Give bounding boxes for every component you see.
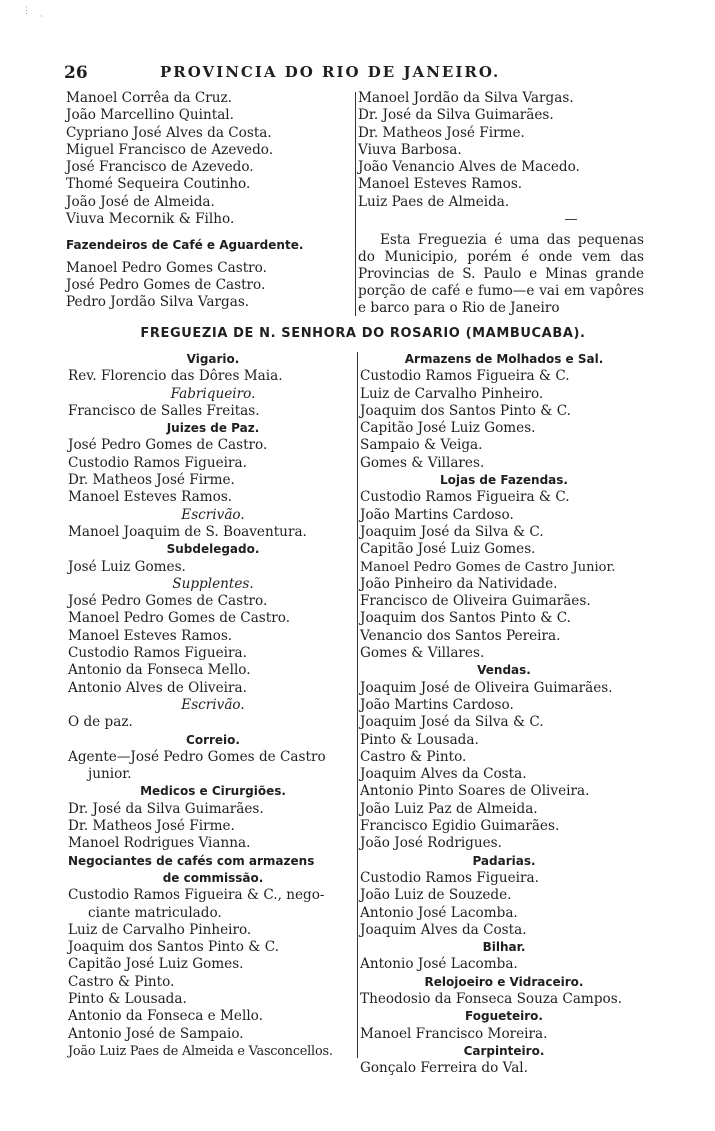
right-column xyxy=(360,351,648,1077)
list-item: Thomé Sequeira Coutinho. xyxy=(66,176,251,193)
heading-armazens: Armazens de Molhados e Sal. xyxy=(404,352,604,366)
heading-correio: Correio. xyxy=(186,732,240,747)
heading-fazendas: Lojas de Fazendas. xyxy=(440,473,568,488)
column-divider xyxy=(357,352,358,1058)
heading-carpinteiro: Carpinteiro. xyxy=(463,1043,545,1058)
list-item: João Venancio Alves de Macedo. xyxy=(358,159,580,176)
heading-negociantes: Negociantes de cafés com armazens xyxy=(68,853,315,868)
list-item: Miguel Francisco de Azevedo. xyxy=(66,141,274,158)
heading-fogueteiro: Fogueteiro. xyxy=(465,1009,543,1024)
list-item: Antonio Alves de Oliveira. xyxy=(68,679,247,696)
list-item: Joaquim Alves da Costa. xyxy=(360,921,527,938)
heading-bilhar: Bilhar. xyxy=(482,940,526,955)
list-item: Capitão José Luiz Gomes. xyxy=(360,420,536,437)
list-item: Antonio da Fonseca Mello. xyxy=(68,662,251,679)
list-item: Cypriano José Alves da Costa. xyxy=(66,124,272,141)
list-item: Dr. Matheos José Firme. xyxy=(68,472,235,489)
margin-speck-icon: ⋮ xyxy=(22,6,31,16)
list-item: Castro & Pinto. xyxy=(68,973,175,990)
upper-left-column xyxy=(66,90,356,312)
description-paragraph xyxy=(358,232,644,317)
section-heading: Fazendeiros de Café e Aguardente. xyxy=(66,238,304,253)
list-item: Antonio da Fonseca e Mello. xyxy=(68,1008,263,1025)
label-supplentes: Supplentes. xyxy=(172,575,254,592)
list-item: O de paz. xyxy=(68,714,133,731)
list-item: Antonio Pinto Soares de Oliveira. xyxy=(360,783,590,800)
list-item: Manoel Esteves Ramos. xyxy=(68,489,233,506)
list-item: Gomes & Villares. xyxy=(360,454,485,471)
separator-dash: — xyxy=(564,212,578,228)
list-item: José Luiz Gomes. xyxy=(68,558,186,575)
list-item: Francisco de Salles Freitas. xyxy=(68,402,260,419)
list-item: Antonio José de Sampaio. xyxy=(68,1025,244,1042)
list-item: Capitão José Luiz Gomes. xyxy=(360,541,536,558)
list-item: junior. xyxy=(88,766,132,783)
list-item: João Luiz Paes de Almeida e Vasconcellos. xyxy=(68,1043,333,1059)
margin-speck-icon: · xyxy=(40,12,43,22)
list-item: Gonçalo Ferreira do Val. xyxy=(360,1060,528,1077)
list-item: Luiz Paes de Almeida. xyxy=(358,193,510,210)
list-item: Joaquim Alves da Costa. xyxy=(360,766,527,783)
heading-vigario: Vigario. xyxy=(186,352,240,366)
list-item: Manoel Francisco Moreira. xyxy=(360,1025,548,1042)
list-item: Manoel Corrêa da Cruz. xyxy=(66,90,232,106)
list-item: Castro & Pinto. xyxy=(360,748,467,765)
list-item: Sampaio & Veiga. xyxy=(360,437,483,454)
list-item: João Marcellino Quintal. xyxy=(66,107,234,124)
list-item: José Francisco de Azevedo. xyxy=(66,159,254,176)
list-item: João Luiz de Souzede. xyxy=(360,887,512,904)
list-item: Manoel Pedro Gomes de Castro Junior. xyxy=(360,559,616,575)
list-item: Francisco de Oliveira Guimarães. xyxy=(360,593,591,610)
list-item: Joaquim José da Silva & C. xyxy=(360,523,544,540)
list-item: Custodio Ramos Figueira & C. xyxy=(360,368,570,385)
heading-vendas: Vendas. xyxy=(477,663,531,678)
list-item: Joaquim José de Oliveira Guimarães. xyxy=(360,679,613,696)
list-item: José Pedro Gomes de Castro. xyxy=(66,276,266,293)
list-item: João Luiz Paz de Almeida. xyxy=(360,800,538,817)
list-item: Joaquim dos Santos Pinto & C. xyxy=(360,402,571,419)
list-item: Joaquim dos Santos Pinto & C. xyxy=(360,610,571,627)
list-item: Manoel Esteves Ramos. xyxy=(358,176,523,193)
list-item: Dr. José da Silva Guimarães. xyxy=(358,107,554,124)
list-item: Francisco Egidio Guimarães. xyxy=(360,818,560,835)
list-item: Custodio Ramos Figueira. xyxy=(68,645,247,662)
running-title: PROVINCIA DO RIO DE JANEIRO. xyxy=(160,63,501,81)
page-number: 26 xyxy=(64,63,88,83)
list-item: Dr. José da Silva Guimarães. xyxy=(68,800,264,817)
paragraph-text: Esta Freguezia é uma das pequenas do Municipio, porém é onde vem das Provincias de S. Paulo e Minas grande porção de café e fumo—e vai em vapôres e barco para o Rio de Janeiro xyxy=(358,232,644,316)
list-item: Luiz de Carvalho Pinheiro. xyxy=(68,921,252,938)
list-item: Dr. Matheos José Firme. xyxy=(68,818,235,835)
upper-right-column xyxy=(358,90,644,317)
list-item: Luiz de Carvalho Pinheiro. xyxy=(360,385,544,402)
label-fabriqueiro: Fabriqueiro. xyxy=(170,385,256,402)
list-item: Gomes & Villares. xyxy=(360,645,485,662)
list-item: Custodio Ramos Figueira & C., nego- xyxy=(68,887,325,904)
list-item: Dr. Matheos José Firme. xyxy=(358,124,525,141)
list-item: João Martins Cardoso. xyxy=(360,696,514,713)
list-item: Venancio dos Santos Pereira. xyxy=(360,627,561,644)
list-item: Agente—José Pedro Gomes de Castro xyxy=(68,748,326,765)
list-item: Viuva Mecornik & Filho. xyxy=(66,211,235,228)
list-item: João José Rodrigues. xyxy=(360,835,502,852)
list-item: José Pedro Gomes de Castro. xyxy=(68,437,268,454)
heading-juizes: Juizes de Paz. xyxy=(166,421,260,436)
list-item: Manoel Pedro Gomes de Castro. xyxy=(68,610,291,627)
list-item: Theodosio da Fonseca Souza Campos. xyxy=(360,990,622,1007)
list-item: Manoel Pedro Gomes Castro. xyxy=(66,259,267,276)
list-item: Custodio Ramos Figueira. xyxy=(68,454,247,471)
heading-padarias: Padarias. xyxy=(472,853,536,868)
label-escrivao: Escrivão. xyxy=(181,696,245,713)
list-item: Pinto & Lousada. xyxy=(360,731,479,748)
list-item: Manoel Jordão da Silva Vargas. xyxy=(358,90,574,106)
list-item: Manoel Rodrigues Vianna. xyxy=(68,835,251,852)
heading-subdelegado: Subdelegado. xyxy=(166,542,260,557)
list-item: João José de Almeida. xyxy=(66,193,215,210)
list-item: Manoel Esteves Ramos. xyxy=(68,627,233,644)
section-title: FREGUEZIA DE N. SENHORA DO ROSARIO (MAMBUCABA). xyxy=(140,326,586,341)
list-item: ciante matriculado. xyxy=(88,904,222,921)
list-item: Custodio Ramos Figueira. xyxy=(360,869,539,886)
list-item: Joaquim José da Silva & C. xyxy=(360,714,544,731)
list-item: Pinto & Lousada. xyxy=(68,990,187,1007)
list-item: Joaquim dos Santos Pinto & C. xyxy=(68,939,279,956)
label-escrivao: Escrivão. xyxy=(181,506,245,523)
list-item: Pedro Jordão Silva Vargas. xyxy=(66,294,250,311)
list-item: José Pedro Gomes de Castro. xyxy=(68,593,268,610)
list-item: Custodio Ramos Figueira & C. xyxy=(360,489,570,506)
heading-relojoeiro: Relojoeiro e Vidraceiro. xyxy=(424,974,584,989)
list-item: Rev. Florencio das Dôres Maia. xyxy=(68,368,283,385)
list-item: João Martins Cardoso. xyxy=(360,506,514,523)
list-item: Capitão José Luiz Gomes. xyxy=(68,956,244,973)
list-item: Manoel Joaquim de S. Boaventura. xyxy=(68,523,307,540)
column-divider xyxy=(355,92,356,316)
list-item: Antonio José Lacomba. xyxy=(360,904,518,921)
list-item: Antonio José Lacomba. xyxy=(360,956,518,973)
heading-medicos: Medicos e Cirurgiões. xyxy=(140,784,286,799)
list-item: Viuva Barbosa. xyxy=(358,141,462,158)
heading-negociantes-2: de commissão. xyxy=(162,870,264,885)
left-column xyxy=(68,351,358,1060)
list-item: João Pinheiro da Natividade. xyxy=(360,575,558,592)
